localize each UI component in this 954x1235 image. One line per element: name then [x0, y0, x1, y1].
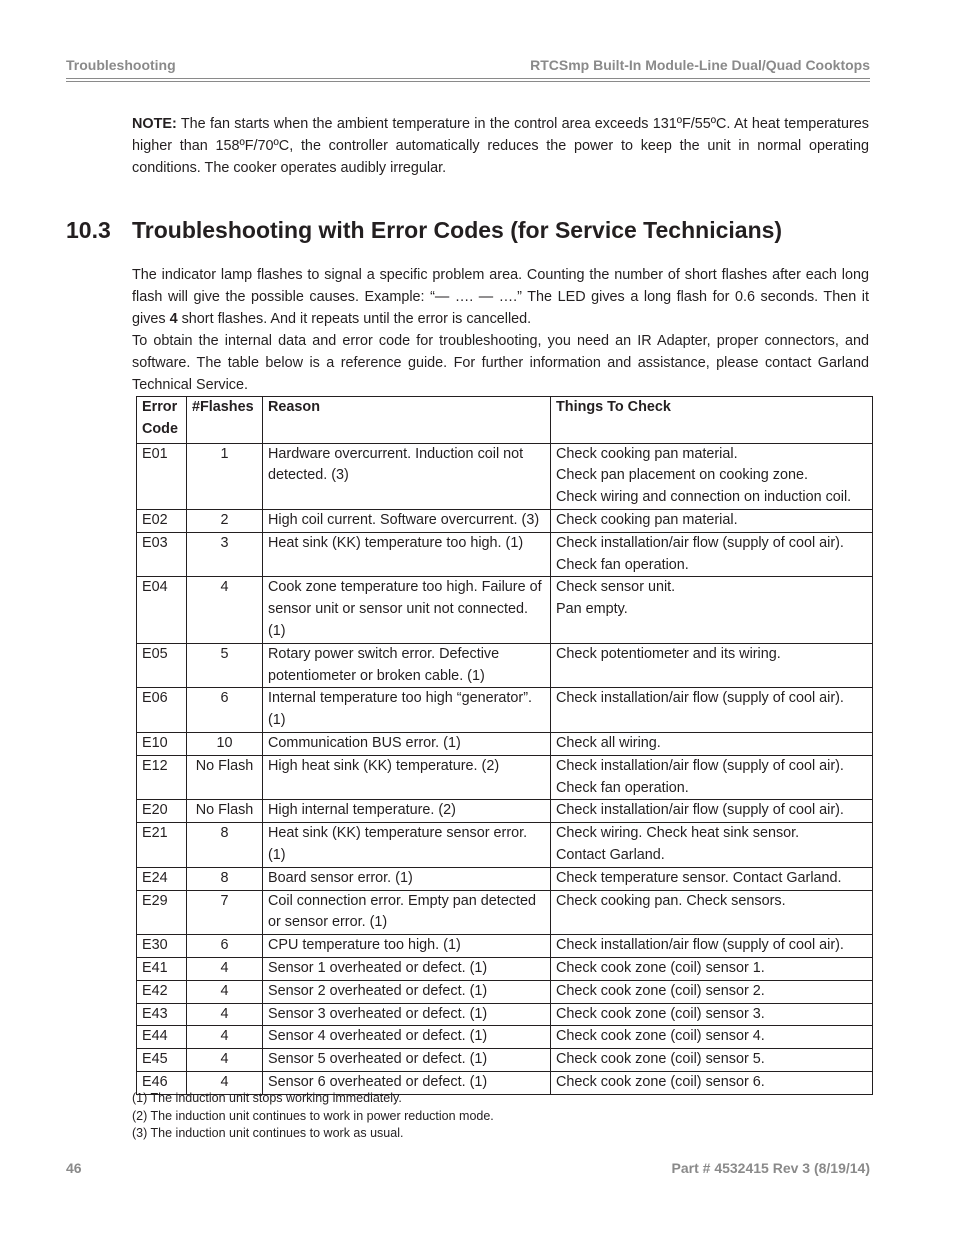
- table-row: [137, 1026, 873, 1049]
- reason-line: High internal temperature. (2): [268, 802, 456, 819]
- reason-line: Sensor 1 overheated or defect. (1): [268, 959, 488, 976]
- reason-cell: [263, 935, 551, 958]
- check-cell: [551, 532, 873, 577]
- error-code-cell: E45: [137, 1049, 187, 1072]
- flashes-cell: 4: [187, 577, 263, 643]
- check-cell: [551, 957, 873, 980]
- header-product-title: RTCSmp Built-In Module-Line Dual/Quad Cooktops: [530, 57, 870, 73]
- table-row: [137, 688, 873, 733]
- check-cell: [551, 1026, 873, 1049]
- footnote: (1) The induction unit stops working immediately.: [132, 1091, 402, 1105]
- note-paragraph: [132, 113, 869, 179]
- check-cell: [551, 823, 873, 868]
- check-cell: [551, 509, 873, 532]
- reason-line: CPU temperature too high. (1): [268, 937, 461, 954]
- flashes-cell: 1: [187, 443, 263, 509]
- page-number: 46: [66, 1160, 82, 1176]
- reason-cell: [263, 509, 551, 532]
- flashes-cell: 6: [187, 935, 263, 958]
- reason-cell: [263, 577, 551, 643]
- flashes-cell: 4: [187, 980, 263, 1003]
- check-line: Check cook zone (coil) sensor 2.: [556, 982, 765, 999]
- error-code-cell: E42: [137, 980, 187, 1003]
- flashes-cell: 5: [187, 643, 263, 688]
- reason-line: Sensor 5 overheated or defect. (1): [268, 1051, 488, 1068]
- check-line: Check cooking pan. Check sensors.: [556, 892, 786, 909]
- part-number: Part # 4532415 Rev 3 (8/19/14): [671, 1160, 870, 1176]
- column-header-error-code: Error Code: [137, 397, 187, 444]
- reason-line: Rotary power switch error. Defective potentiometer or broken cable. (1): [268, 645, 500, 684]
- error-code-cell: E46: [137, 1071, 187, 1094]
- flashes-cell: No Flash: [187, 755, 263, 800]
- error-code-cell: E20: [137, 800, 187, 823]
- header-rule: [66, 81, 870, 82]
- check-cell: [551, 732, 873, 755]
- reason-cell: [263, 1026, 551, 1049]
- flashes-cell: 4: [187, 1026, 263, 1049]
- column-header-flashes: #Flashes: [187, 397, 263, 444]
- error-code-cell: E10: [137, 732, 187, 755]
- reason-cell: [263, 532, 551, 577]
- footnote: (2) The induction unit continues to work in power reduction mode.: [132, 1108, 494, 1123]
- check-line: Check cooking pan material.: [556, 445, 738, 462]
- flashes-cell: 4: [187, 1003, 263, 1026]
- reason-cell: [263, 867, 551, 890]
- check-line: Check cook zone (coil) sensor 3.: [556, 1005, 765, 1022]
- table-row: [137, 890, 873, 935]
- check-cell: [551, 935, 873, 958]
- check-cell: [551, 643, 873, 688]
- reason-line: Sensor 4 overheated or defect. (1): [268, 1028, 488, 1045]
- check-line: Check cook zone (coil) sensor 5.: [556, 1051, 765, 1068]
- check-line: Check installation/air flow (supply of cool air).: [556, 690, 844, 707]
- check-cell: [551, 688, 873, 733]
- table-body: [137, 443, 873, 1094]
- check-line: Check installation/air flow (supply of cool air).: [556, 534, 844, 551]
- flashes-cell: 6: [187, 688, 263, 733]
- check-cell: [551, 755, 873, 800]
- table-row: [137, 800, 873, 823]
- reason-line: High heat sink (KK) temperature. (2): [268, 757, 500, 774]
- reason-cell: [263, 957, 551, 980]
- column-header-reason: Reason: [263, 397, 551, 444]
- table-header-row: [137, 397, 873, 444]
- table-row: [137, 935, 873, 958]
- check-cell: [551, 890, 873, 935]
- table-row: [137, 1003, 873, 1026]
- table-row: [137, 732, 873, 755]
- reason-line: Hardware overcurrent. Induction coil not detected. (3): [268, 445, 524, 484]
- error-code-cell: E30: [137, 935, 187, 958]
- reason-cell: [263, 800, 551, 823]
- error-code-cell: E29: [137, 890, 187, 935]
- check-line: Check installation/air flow (supply of cool air).: [556, 937, 844, 954]
- check-line: Contact Garland.: [556, 846, 665, 863]
- intro-paragraph-2: To obtain the internal data and error code for troubleshooting, you need an IR Adapter, proper connectors, and software. The table below is a reference guide. For further information and assistance, please contact Garland Technical Service.: [132, 333, 869, 393]
- reason-line: High coil current. Software overcurrent. (3): [268, 511, 540, 528]
- check-line: Check temperature sensor. Contact Garland.: [556, 869, 842, 886]
- table-row: [137, 509, 873, 532]
- check-cell: [551, 867, 873, 890]
- reason-line: Communication BUS error. (1): [268, 734, 461, 751]
- reason-line: Heat sink (KK) temperature sensor error. (1): [268, 825, 528, 863]
- page-header: [66, 57, 870, 77]
- flashes-cell: 10: [187, 732, 263, 755]
- intro-p1-bold: 4: [169, 311, 178, 327]
- error-code-cell: E05: [137, 643, 187, 688]
- error-code-cell: E44: [137, 1026, 187, 1049]
- check-line: Check cook zone (coil) sensor 6.: [556, 1073, 765, 1090]
- table-row: [137, 577, 873, 643]
- error-code-cell: E02: [137, 509, 187, 532]
- flashes-cell: 7: [187, 890, 263, 935]
- reason-cell: [263, 643, 551, 688]
- check-cell: [551, 800, 873, 823]
- check-line: Check all wiring.: [556, 734, 661, 751]
- flashes-cell: 4: [187, 1071, 263, 1094]
- check-cell: [551, 980, 873, 1003]
- reason-line: Sensor 2 overheated or defect. (1): [268, 982, 488, 999]
- check-line: Pan empty.: [556, 601, 628, 618]
- check-line: Check installation/air flow (supply of cool air).: [556, 802, 844, 819]
- reason-line: Sensor 6 overheated or defect. (1): [268, 1073, 488, 1090]
- table-row: [137, 823, 873, 868]
- reason-line: Heat sink (KK) temperature too high. (1): [268, 534, 524, 551]
- error-code-cell: E04: [137, 577, 187, 643]
- table-row: [137, 980, 873, 1003]
- check-cell: [551, 1071, 873, 1094]
- check-line: Check installation/air flow (supply of cool air).: [556, 757, 844, 774]
- error-code-cell: E03: [137, 532, 187, 577]
- check-line: Check fan operation.: [556, 556, 689, 573]
- reason-line: Sensor 3 overheated or defect. (1): [268, 1005, 488, 1022]
- intro-paragraph-1: [132, 264, 869, 330]
- footnote: (3) The induction unit continues to work as usual.: [132, 1126, 404, 1140]
- flashes-cell: 4: [187, 1049, 263, 1072]
- check-cell: [551, 1003, 873, 1026]
- footnotes: [132, 1090, 494, 1143]
- header-rule: [66, 78, 870, 79]
- reason-cell: [263, 1049, 551, 1072]
- note-text: The fan starts when the ambient temperature in the control area exceeds 131ºF/55ºC. At heat temperatures higher than 158ºF/70ºC, the controller automatically reduces the power to keep the unit in normal operating conditions. The cooker operates audibly irregular.: [132, 116, 869, 176]
- intro-p1-text-end: short flashes. And it repeats until the error is cancelled.: [177, 311, 532, 327]
- check-line: Check cooking pan material.: [556, 511, 738, 528]
- flashes-cell: 3: [187, 532, 263, 577]
- check-line: Check wiring and connection on induction coil.: [556, 489, 852, 506]
- check-line: Check cook zone (coil) sensor 4.: [556, 1028, 765, 1045]
- flashes-cell: 4: [187, 957, 263, 980]
- table-row: [137, 1049, 873, 1072]
- table-row: [137, 755, 873, 800]
- reason-cell: [263, 1003, 551, 1026]
- flashes-cell: No Flash: [187, 800, 263, 823]
- check-cell: [551, 1049, 873, 1072]
- reason-line: Board sensor error. (1): [268, 869, 413, 886]
- section-heading: [66, 217, 782, 244]
- check-line: Check potentiometer and its wiring.: [556, 645, 781, 662]
- error-code-table: [136, 396, 873, 1095]
- reason-line: Cook zone temperature too high. Failure of sensor unit or sensor unit not connected. (1): [268, 579, 542, 639]
- reason-cell: [263, 980, 551, 1003]
- error-code-cell: E24: [137, 867, 187, 890]
- error-code-cell: E43: [137, 1003, 187, 1026]
- check-line: Check cook zone (coil) sensor 1.: [556, 959, 765, 976]
- table-row: [137, 867, 873, 890]
- intro-p1-text: The indicator lamp flashes to signal a specific problem area. Counting the number of short flashes after each long flash will give the possible causes. Example: “— …. — ….” The LED gives a long flash for 0.6 seconds. Then it gives: [132, 267, 869, 327]
- flashes-cell: 2: [187, 509, 263, 532]
- check-cell: [551, 577, 873, 643]
- check-line: Check fan operation.: [556, 779, 689, 796]
- check-line: Check wiring. Check heat sink sensor.: [556, 825, 800, 842]
- error-code-cell: E21: [137, 823, 187, 868]
- reason-cell: [263, 755, 551, 800]
- reason-cell: [263, 890, 551, 935]
- header-section-label: Troubleshooting: [66, 57, 176, 73]
- table-row: [137, 643, 873, 688]
- table-row: [137, 532, 873, 577]
- reason-cell: [263, 688, 551, 733]
- check-cell: [551, 443, 873, 509]
- error-code-cell: E41: [137, 957, 187, 980]
- check-line: Check sensor unit.: [556, 579, 676, 596]
- flashes-cell: 8: [187, 867, 263, 890]
- column-header-things-to-check: Things To Check: [551, 397, 873, 444]
- note-label: NOTE:: [132, 116, 177, 132]
- reason-cell: [263, 443, 551, 509]
- error-code-cell: E01: [137, 443, 187, 509]
- section-title: Troubleshooting with Error Codes (for Service Technicians): [132, 217, 783, 243]
- table-row: [137, 443, 873, 509]
- flashes-cell: 8: [187, 823, 263, 868]
- section-number: 10.3: [66, 217, 111, 243]
- check-line: Check pan placement on cooking zone.: [556, 467, 808, 484]
- reason-cell: [263, 823, 551, 868]
- error-code-cell: E12: [137, 755, 187, 800]
- table-row: [137, 957, 873, 980]
- reason-cell: [263, 732, 551, 755]
- error-code-cell: E06: [137, 688, 187, 733]
- reason-line: Internal temperature too high “generator”. (1): [268, 690, 532, 729]
- reason-line: Coil connection error. Empty pan detected or sensor error. (1): [268, 892, 536, 931]
